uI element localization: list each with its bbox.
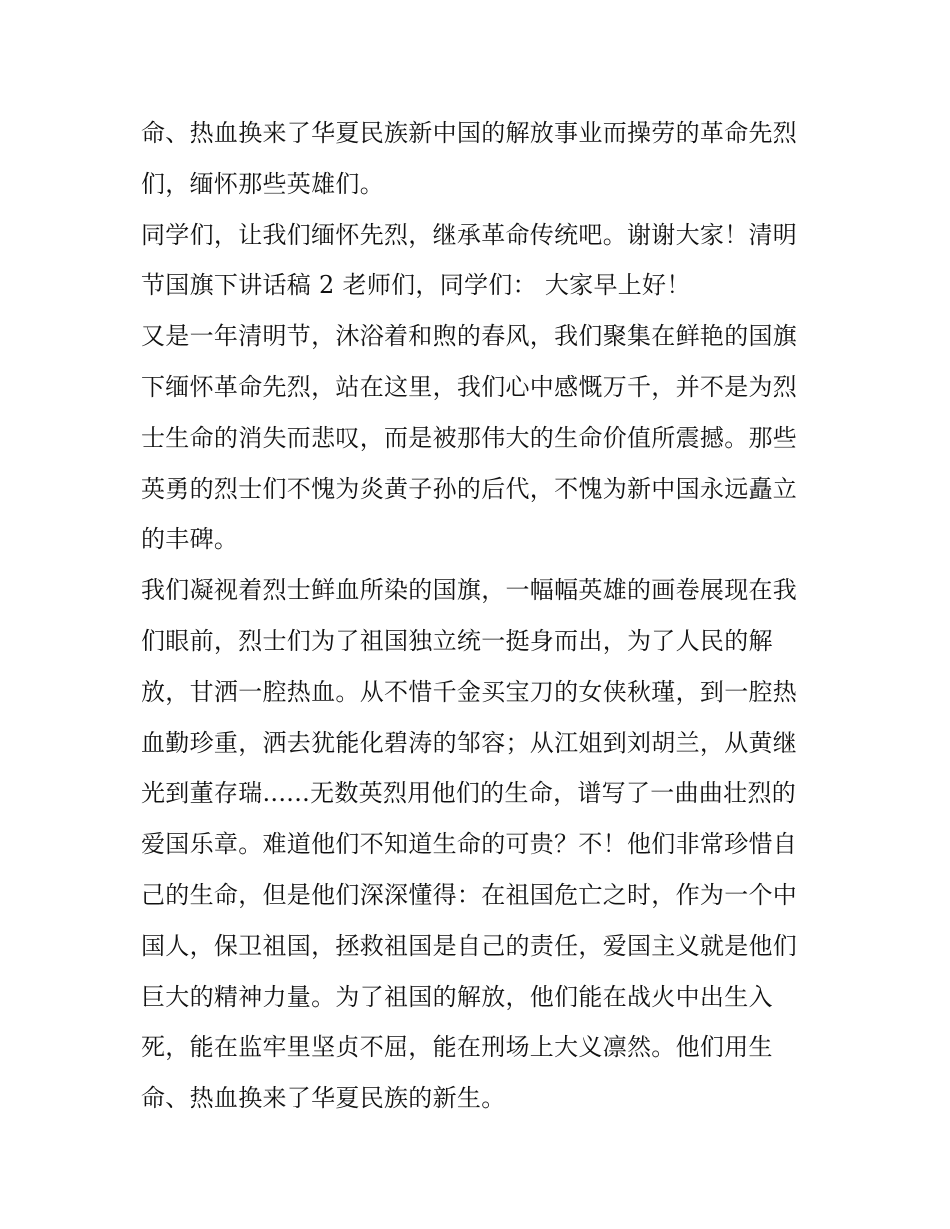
text-line: 的丰碑。 [141,525,239,554]
text-line: 己的生命，但是他们深深懂得：在祖国危亡之时，作为一个中 [141,880,798,909]
text-line: 血勤珍重，洒去犹能化碧涛的邹容；从江姐到刘胡兰，从黄继 [141,728,798,757]
text-line: 命、热血换来了华夏民族的新生。 [141,1084,506,1113]
text-line: 国人，保卫祖国，拯救祖国是自己的责任，爱国主义就是他们 [141,931,798,960]
document-body [141,108,821,1124]
text-line: 节国旗下讲话稿 2 老师们，同学们： 大家早上好！ [141,271,691,300]
text-line: 同学们，让我们缅怀先烈，继承革命传统吧。谢谢大家！清明 [141,220,798,249]
text-line: 又是一年清明节，沐浴着和煦的春风，我们聚集在鲜艳的国旗 [141,322,798,351]
text-line: 巨大的精神力量。为了祖国的解放，他们能在战火中出生入 [141,982,773,1011]
text-line: 们，缅怀那些英雄们。 [141,169,384,198]
text-line: 命、热血换来了华夏民族新中国的解放事业而操劳的革命先烈 [141,119,798,147]
text-line: 光到董存瑞......无数英烈用他们的生命，谱写了一曲曲壮烈的 [141,779,797,808]
text-line: 士生命的消失而悲叹，而是被那伟大的生命价值所震撼。那些 [141,423,798,452]
text-line: 下缅怀革命先烈，站在这里，我们心中感慨万千，并不是为烈 [141,372,798,401]
text-line: 我们凝视着烈士鲜血所染的国旗，一幅幅英雄的画卷展现在我 [141,576,798,605]
text-line: 们眼前，烈士们为了祖国独立统一挺身而出，为了人民的解 [141,626,773,655]
text-line: 爱国乐章。难道他们不知道生命的可贵？不！他们非常珍惜自 [141,830,798,859]
text-line: 英勇的烈士们不愧为炎黄子孙的后代，不愧为新中国永远矗立 [141,474,798,503]
text-line: 死，能在监牢里坚贞不屈，能在刑场上大义凛然。他们用生 [141,1033,773,1062]
text-line: 放，甘洒一腔热血。从不惜千金买宝刀的女侠秋瑾，到一腔热 [141,677,798,706]
